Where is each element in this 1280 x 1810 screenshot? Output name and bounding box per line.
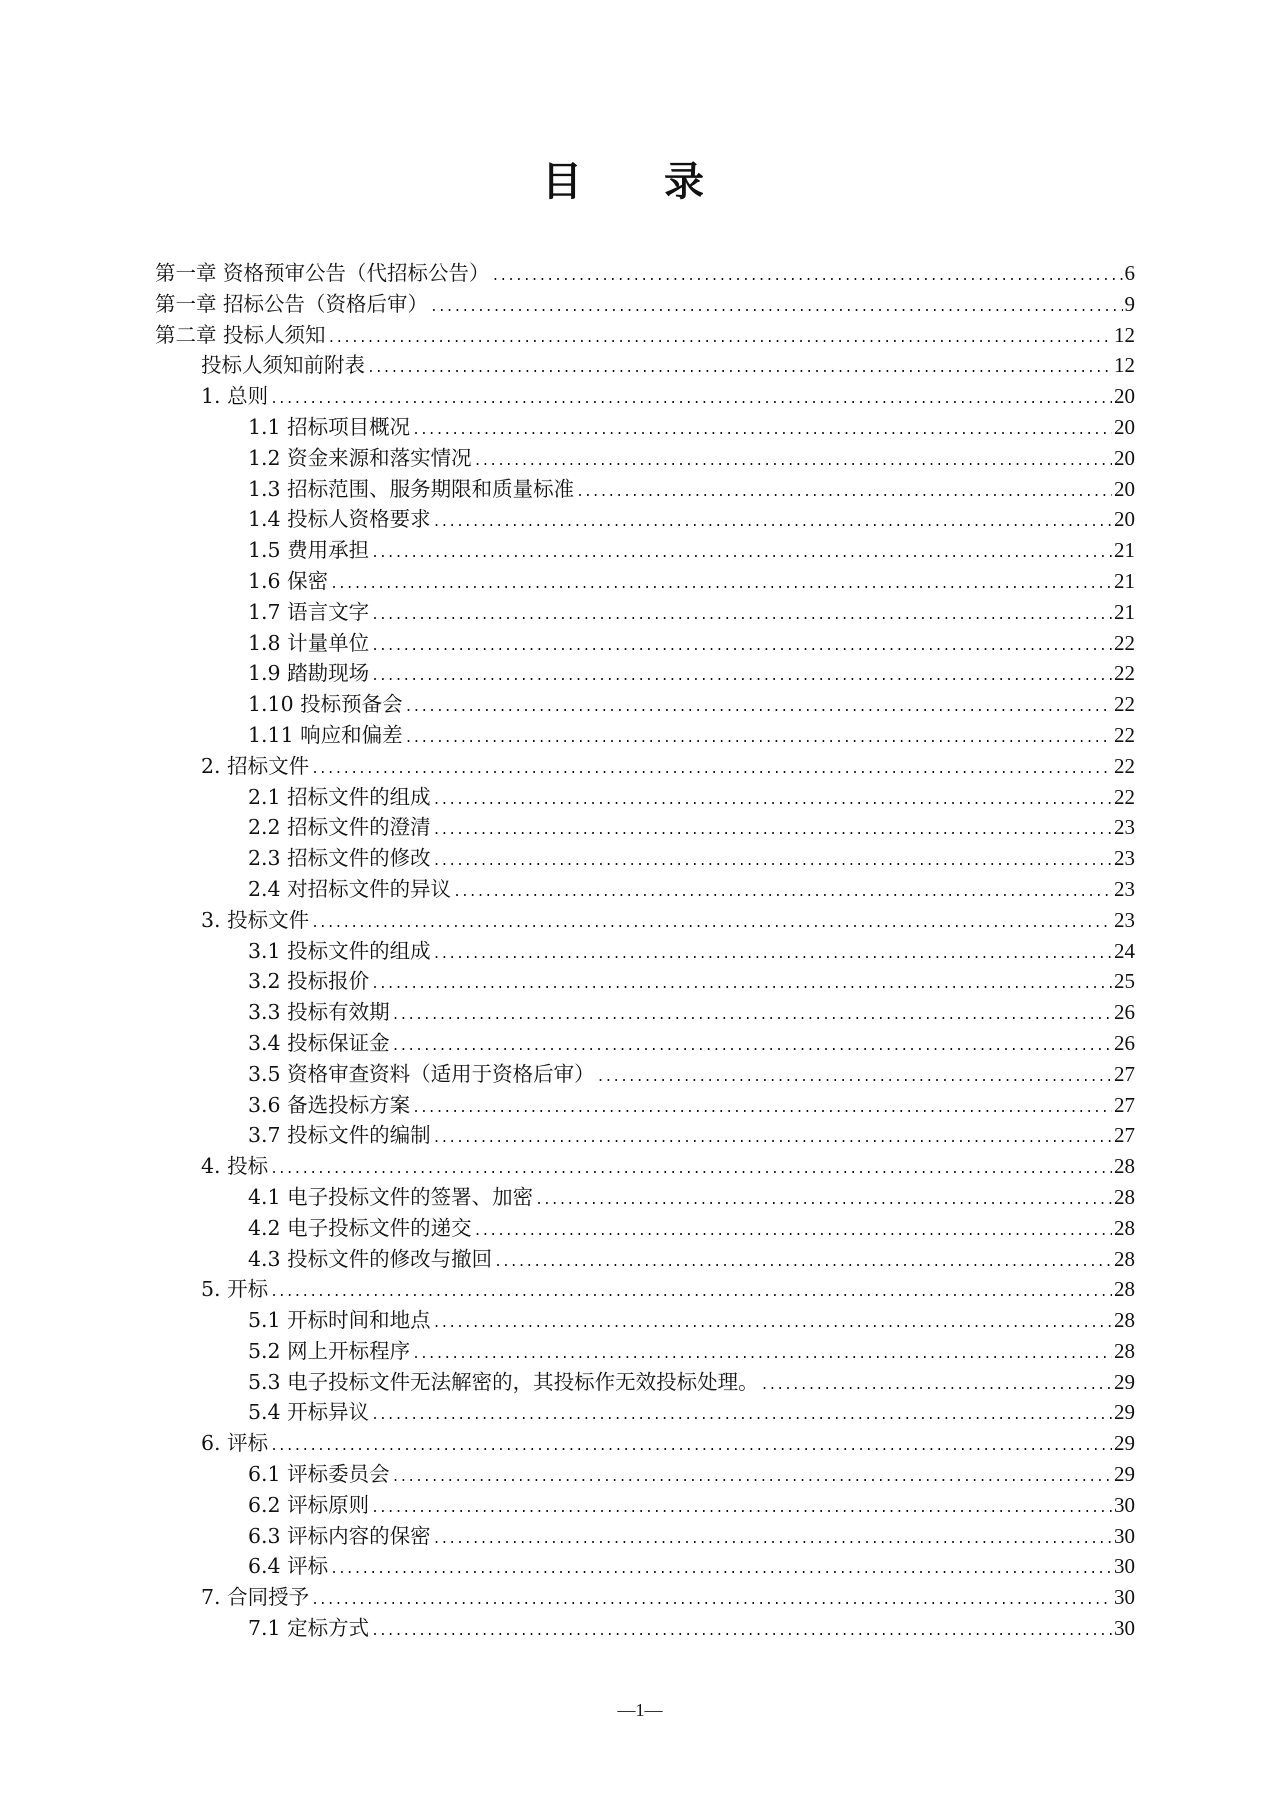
- toc-leader-dots: [328, 324, 1112, 355]
- toc-entry[interactable]: [155, 843, 1135, 874]
- toc-leader-dots: [453, 878, 1112, 909]
- toc-leader-dots: [433, 1124, 1112, 1155]
- toc-entry-page-number: 29: [1114, 1431, 1135, 1456]
- toc-entry-label: 6.4 评标: [248, 1554, 329, 1579]
- toc-entry[interactable]: [155, 1490, 1135, 1521]
- toc-entry[interactable]: [155, 1613, 1135, 1644]
- toc-leader-dots: [311, 1586, 1112, 1617]
- toc-leader-dots: [430, 293, 1122, 324]
- toc-entry[interactable]: [155, 1244, 1135, 1275]
- toc-entry[interactable]: [155, 350, 1135, 381]
- toc-entry-page-number: 22: [1114, 630, 1135, 655]
- toc-leader-dots: [367, 354, 1112, 385]
- toc-leader-dots: [270, 1432, 1112, 1463]
- toc-entry[interactable]: [155, 874, 1135, 905]
- toc-leader-dots: [433, 508, 1112, 539]
- toc-entry[interactable]: [155, 905, 1135, 936]
- toc-entry-label: 3.6 备选投标方案: [248, 1092, 411, 1117]
- toc-entry-label: 2.4 对招标文件的异议: [248, 876, 452, 901]
- toc-entry[interactable]: [155, 1397, 1135, 1428]
- toc-entry-label: 5. 开标: [201, 1277, 269, 1302]
- toc-leader-dots: [535, 1186, 1112, 1217]
- toc-entry-page-number: 30: [1114, 1523, 1135, 1548]
- toc-entry-page-number: 27: [1114, 1092, 1135, 1117]
- toc-entry-page-number: 22: [1114, 692, 1135, 717]
- toc-entry-page-number: 22: [1114, 784, 1135, 809]
- toc-entry[interactable]: [155, 1305, 1135, 1336]
- toc-entry-page-number: 29: [1114, 1400, 1135, 1425]
- toc-leader-dots: [330, 1555, 1112, 1586]
- table-of-contents: [155, 258, 1135, 1644]
- toc-entry-page-number: 26: [1114, 1000, 1135, 1025]
- toc-entry-label: 3.4 投标保证金: [248, 1030, 390, 1055]
- toc-leader-dots: [392, 1463, 1112, 1494]
- toc-entry-label: 1.6 保密: [248, 568, 329, 593]
- toc-entry[interactable]: [155, 720, 1135, 751]
- toc-entry[interactable]: [155, 597, 1135, 628]
- toc-entry-label: 6.2 评标原则: [248, 1492, 370, 1517]
- toc-entry[interactable]: [155, 1059, 1135, 1090]
- toc-entry-label: 1.11 响应和偏差: [248, 722, 403, 747]
- toc-leader-dots: [311, 909, 1112, 940]
- toc-entry-page-number: 21: [1114, 568, 1135, 593]
- toc-entry-page-number: 12: [1114, 353, 1135, 378]
- toc-entry-label: 1.9 踏勘现场: [248, 661, 370, 686]
- toc-entry-page-number: 28: [1114, 1246, 1135, 1271]
- toc-entry-page-number: 26: [1114, 1030, 1135, 1055]
- toc-entry-label: 1.7 语言文字: [248, 599, 370, 624]
- toc-leader-dots: [371, 601, 1112, 632]
- toc-entry-page-number: 21: [1114, 599, 1135, 624]
- toc-entry[interactable]: [155, 628, 1135, 659]
- toc-entry-page-number: 27: [1114, 1123, 1135, 1148]
- toc-entry-label: 3.5 资格审查资料（适用于资格后审）: [248, 1061, 595, 1086]
- toc-entry-page-number: 20: [1114, 445, 1135, 470]
- toc-entry-page-number: 30: [1114, 1554, 1135, 1579]
- toc-entry-page-number: 20: [1114, 507, 1135, 532]
- toc-leader-dots: [412, 416, 1112, 447]
- toc-leader-dots: [311, 755, 1112, 786]
- toc-entry[interactable]: [155, 1551, 1135, 1582]
- toc-leader-dots: [330, 570, 1112, 601]
- toc-entry[interactable]: [155, 320, 1135, 351]
- toc-entry[interactable]: [155, 504, 1135, 535]
- toc-entry[interactable]: [155, 1151, 1135, 1182]
- toc-entry-label: 7. 合同授予: [201, 1585, 310, 1610]
- toc-entry-page-number: 23: [1114, 907, 1135, 932]
- toc-entry-page-number: 24: [1114, 938, 1135, 963]
- page-number-footer: —1—: [617, 1700, 663, 1720]
- toc-entry-page-number: 12: [1114, 322, 1135, 347]
- toc-entry[interactable]: [155, 1120, 1135, 1151]
- toc-entry[interactable]: [155, 566, 1135, 597]
- toc-entry-label: 第一章 资格预审公告（代招标公告）: [155, 261, 490, 285]
- toc-entry[interactable]: [155, 782, 1135, 813]
- page-title: 目 录: [542, 158, 738, 205]
- toc-entry-page-number: 20: [1114, 414, 1135, 439]
- toc-entry-page-number: 20: [1114, 476, 1135, 501]
- toc-leader-dots: [371, 632, 1112, 663]
- toc-entry-page-number: 30: [1114, 1585, 1135, 1610]
- toc-entry-page-number: 27: [1114, 1061, 1135, 1086]
- toc-leader-dots: [576, 478, 1112, 509]
- toc-entry[interactable]: [155, 443, 1135, 474]
- toc-entry-page-number: 21: [1114, 538, 1135, 563]
- toc-entry-label: 1.8 计量单位: [248, 630, 370, 655]
- toc-entry-label: 1.5 费用承担: [248, 538, 370, 563]
- toc-entry-page-number: 6: [1124, 261, 1135, 285]
- toc-entry[interactable]: [155, 535, 1135, 566]
- toc-leader-dots: [433, 816, 1112, 847]
- toc-leader-dots: [433, 847, 1112, 878]
- toc-entry[interactable]: [155, 751, 1135, 782]
- toc-entry-page-number: 9: [1124, 291, 1135, 316]
- toc-leader-dots: [433, 1309, 1112, 1340]
- toc-entry-label: 5.4 开标异议: [248, 1400, 370, 1425]
- toc-entry-label: 5.3 电子投标文件无法解密的，其投标作无效投标处理。: [248, 1369, 759, 1394]
- toc-entry-page-number: 28: [1114, 1308, 1135, 1333]
- toc-entry-label: 1. 总则: [201, 384, 269, 409]
- toc-leader-dots: [371, 539, 1112, 570]
- toc-entry-page-number: 23: [1114, 876, 1135, 901]
- toc-entry-label: 1.3 招标范围、服务期限和质量标准: [248, 476, 575, 501]
- toc-entry-page-number: 28: [1114, 1154, 1135, 1179]
- toc-entry-label: 3.7 投标文件的编制: [248, 1123, 431, 1148]
- toc-entry-label: 4.2 电子投标文件的递交: [248, 1215, 472, 1240]
- toc-entry[interactable]: [155, 1213, 1135, 1244]
- toc-leader-dots: [494, 1248, 1112, 1279]
- toc-entry-page-number: 29: [1114, 1462, 1135, 1487]
- toc-leader-dots: [433, 786, 1112, 817]
- toc-leader-dots: [371, 662, 1112, 693]
- toc-entry[interactable]: [155, 1182, 1135, 1213]
- toc-entry-label: 4.1 电子投标文件的签署、加密: [248, 1184, 534, 1209]
- toc-entry[interactable]: [155, 812, 1135, 843]
- toc-entry-label: 第二章 投标人须知: [155, 322, 326, 347]
- toc-entry-label: 7.1 定标方式: [248, 1616, 370, 1641]
- toc-leader-dots: [405, 724, 1112, 755]
- toc-entry-label: 1.1 招标项目概况: [248, 414, 411, 439]
- toc-leader-dots: [412, 1094, 1112, 1125]
- toc-entry-label: 4.3 投标文件的修改与撤回: [248, 1246, 493, 1271]
- toc-entry-page-number: 22: [1114, 722, 1135, 747]
- toc-entry-page-number: 30: [1114, 1616, 1135, 1641]
- toc-leader-dots: [371, 970, 1112, 1001]
- toc-entry[interactable]: [155, 258, 1135, 289]
- toc-entry-label: 3.1 投标文件的组成: [248, 938, 431, 963]
- toc-leader-dots: [371, 1494, 1112, 1525]
- toc-leader-dots: [392, 1001, 1112, 1032]
- toc-entry-page-number: 28: [1114, 1184, 1135, 1209]
- toc-entry[interactable]: [155, 412, 1135, 443]
- toc-entry-page-number: 20: [1114, 384, 1135, 409]
- toc-entry-label: 6.3 评标内容的保密: [248, 1523, 431, 1548]
- toc-entry-label: 2. 招标文件: [201, 753, 310, 778]
- toc-entry[interactable]: [155, 1090, 1135, 1121]
- toc-leader-dots: [371, 1401, 1112, 1432]
- toc-entry-page-number: 29: [1114, 1369, 1135, 1394]
- toc-entry[interactable]: [155, 936, 1135, 967]
- toc-entry-page-number: 28: [1114, 1277, 1135, 1302]
- toc-entry-label: 2.3 招标文件的修改: [248, 846, 431, 871]
- toc-entry[interactable]: [155, 1028, 1135, 1059]
- toc-entry-page-number: 28: [1114, 1215, 1135, 1240]
- toc-entry-label: 1.4 投标人资格要求: [248, 507, 431, 532]
- toc-leader-dots: [761, 1371, 1112, 1402]
- toc-entry[interactable]: [155, 997, 1135, 1028]
- toc-leader-dots: [371, 1617, 1112, 1648]
- toc-leader-dots: [433, 940, 1112, 971]
- toc-entry-label: 1.10 投标预备会: [248, 692, 403, 717]
- toc-entry-label: 5.1 开标时间和地点: [248, 1308, 431, 1333]
- toc-leader-dots: [492, 262, 1123, 293]
- toc-entry-page-number: 23: [1114, 815, 1135, 840]
- toc-entry[interactable]: [155, 1367, 1135, 1398]
- toc-entry[interactable]: [155, 1582, 1135, 1613]
- toc-entry-page-number: 22: [1114, 661, 1135, 686]
- toc-entry[interactable]: [155, 381, 1135, 412]
- toc-entry-label: 投标人须知前附表: [201, 353, 365, 378]
- toc-entry-label: 3. 投标文件: [201, 907, 310, 932]
- toc-entry[interactable]: [155, 966, 1135, 997]
- toc-entry-label: 2.2 招标文件的澄清: [248, 815, 431, 840]
- toc-entry[interactable]: [155, 1274, 1135, 1305]
- toc-entry[interactable]: [155, 1428, 1135, 1459]
- toc-entry-page-number: 30: [1114, 1492, 1135, 1517]
- toc-entry-label: 1.2 资金来源和落实情况: [248, 445, 472, 470]
- toc-entry[interactable]: [155, 1336, 1135, 1367]
- toc-entry-label: 3.2 投标报价: [248, 969, 370, 994]
- toc-entry-label: 第一章 招标公告（资格后审）: [155, 291, 429, 316]
- toc-entry-page-number: 23: [1114, 846, 1135, 871]
- toc-entry-page-number: 25: [1114, 969, 1135, 994]
- toc-leader-dots: [474, 1217, 1112, 1248]
- toc-entry[interactable]: [155, 1521, 1135, 1552]
- toc-entry[interactable]: [155, 1459, 1135, 1490]
- toc-leader-dots: [405, 693, 1112, 724]
- toc-entry-label: 2.1 招标文件的组成: [248, 784, 431, 809]
- toc-entry[interactable]: [155, 289, 1135, 320]
- toc-entry-page-number: 28: [1114, 1338, 1135, 1363]
- toc-entry[interactable]: [155, 689, 1135, 720]
- toc-entry-label: 6. 评标: [201, 1431, 269, 1456]
- toc-entry-label: 5.2 网上开标程序: [248, 1338, 411, 1363]
- toc-entry-label: 6.1 评标委员会: [248, 1462, 390, 1487]
- toc-entry-label: 4. 投标: [201, 1154, 269, 1179]
- toc-entry-page-number: 22: [1114, 753, 1135, 778]
- toc-entry-label: 3.3 投标有效期: [248, 1000, 390, 1025]
- toc-leader-dots: [433, 1525, 1112, 1556]
- toc-entry[interactable]: [155, 658, 1135, 689]
- toc-entry[interactable]: [155, 474, 1135, 505]
- toc-leader-dots: [597, 1063, 1112, 1094]
